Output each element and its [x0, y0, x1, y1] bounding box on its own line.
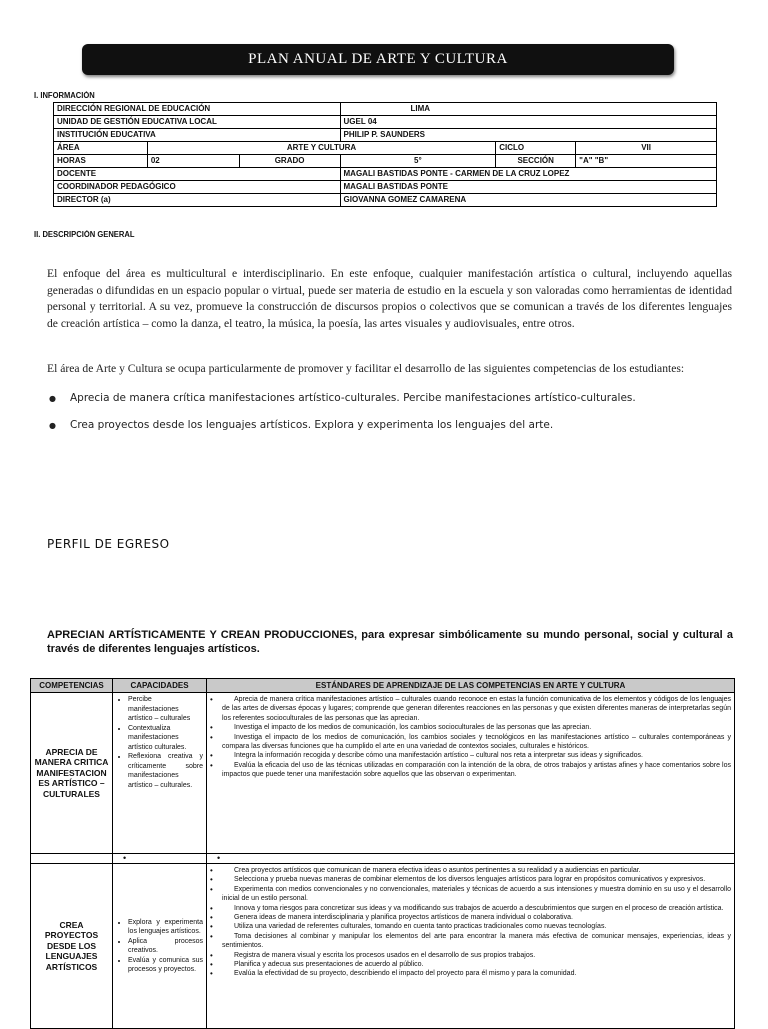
bullet-cell — [207, 854, 735, 864]
ciclo-label: CICLO — [496, 142, 576, 155]
ie-value: PHILIP P. SAUNDERS — [340, 129, 716, 142]
estandar-item: • Crea proyectos artísticos que comunican de manera efectiva ideas o asuntos pertinentes a su realidad y a audiencias en particular. — [210, 866, 731, 875]
estandar-item: • Innova y toma riesgos para concretizar sus ideas y va modificando sus trabajos de acuerdo a descubrimientos que surgen en el proceso de creación artística. — [210, 904, 731, 913]
horas-label: HORAS — [54, 155, 148, 168]
capacidad-item: • Contextualiza manifestaciones artístico culturales. — [128, 724, 203, 753]
grado-value: 5° — [340, 155, 496, 168]
capacidad-item: • Evalúa y comunica sus procesos y proyectos. — [128, 956, 203, 975]
info-row-dre — [54, 103, 717, 116]
document-title: PLAN ANUAL DE ARTE Y CULTURA — [82, 44, 674, 75]
standards-table — [30, 678, 735, 1029]
competencia-name: APRECIA DE MANERA CRITICA MANIFESTACION ES ARTÍSTICO – CULTURALES — [31, 693, 113, 854]
header-estandares: ESTÁNDARES DE APRENDIZAJE DE LAS COMPETENCIAS EN ARTE Y CULTURA — [207, 679, 735, 693]
ciclo-value: VII — [576, 142, 717, 155]
standards-row-crea — [31, 864, 735, 1029]
info-row-area — [54, 142, 717, 155]
estandar-item: • Aprecia de manera crítica manifestaciones artístico – culturales cuando reconoce en estas la función comunicativa de los elementos y códigos de los lenguajes de las artes de diversas épocas y lugares; comprende que generan diferentes reacciones en las personas y que existen diferentes maneras de interpretarlas según los referentes socioculturales de las personas que las aprecian. — [210, 695, 731, 723]
docente-label: DOCENTE — [54, 168, 341, 181]
estandares-cell — [207, 864, 735, 1029]
info-row-ie — [54, 129, 717, 142]
estandar-item: • Investiga el impacto de los medios de comunicación, los cambios sociales y tecnológicos en las manifestaciones artístico – culturales contemporáneas y compara las diversas funciones que ha cumplido el arte en una variedad de contextos sociales, culturales e históricos. — [210, 733, 731, 752]
estandar-item: • Planifica y adecua sus presentaciones de acuerdo al público. — [210, 960, 731, 969]
perfil-statement: APRECIAN ARTÍSTICAMENTE Y CREAN PRODUCCIONES, para expresar simbólicamente su mundo personal, social y cultural a través de diferentes lenguajes artísticos. — [47, 629, 733, 655]
bullet-icon: • — [217, 853, 221, 863]
capacidad-item: • Explora y experimenta los lenguajes artísticos. — [128, 918, 203, 937]
competencia-item-1: ● Aprecia de manera crítica manifestaciones artístico-culturales. Percibe manifestaciones artístico-culturales. — [47, 392, 727, 404]
docente-value: MAGALI BASTIDAS PONTE - CARMEN DE LA CRUZ LOPEZ — [340, 168, 716, 181]
header-competencias: COMPETENCIAS — [31, 679, 113, 693]
estandar-item: • Experimenta con medios convencionales y no convencionales, materiales y técnicas de acuerdo a sus intensiones y muestra dominio en su uso y el desarrollo inicial de un estilo personal. — [210, 885, 731, 904]
header-capacidades: CAPACIDADES — [113, 679, 207, 693]
bullet-cell — [113, 854, 207, 864]
description-paragraph-2: El área de Arte y Cultura se ocupa particularmente de promover y facilitar el desarrollo de las siguientes competencias de los estudiantes: — [47, 362, 685, 375]
ie-label: INSTITUCIÓN EDUCATIVA — [54, 129, 341, 142]
description-paragraph-1: El enfoque del área es multicultural e interdisciplinario. En este enfoque, cualquier manifestación artística o cultural, incluyendo aquellas generadas o difundidas en un espacio popular o virtual, puede ser materia de estudio en la escuela y son valoradas como herramientas de identidad personal y territorial. A su vez, promueve la construcción de discursos propios o colectivos que se comunican a través de los diferentes lenguajes de creación artística – como la danza, el teatro, la música, la poesía, las artes visuales y audiovisuales, entre otros. — [47, 267, 732, 330]
dre-value: LIMA — [340, 103, 716, 116]
coordinador-value: MAGALI BASTIDAS PONTE — [340, 181, 716, 194]
info-row-ugel — [54, 116, 717, 129]
estandar-item: • Utiliza una variedad de referentes culturales, tomando en cuenta tanto practicas tradicionales como nuevas tecnologías. — [210, 922, 731, 931]
director-label: DIRECTOR (a) — [54, 194, 341, 207]
estandar-item: • Evalúa la efectividad de su proyecto, describiendo el impacto del proyecto para él mismo y para la comunidad. — [210, 969, 731, 978]
seccion-value: "A" "B" — [576, 155, 717, 168]
estandar-item: • Investiga el impacto de los medios de comunicación, los cambios socioculturales de las personas que las aprecian. — [210, 723, 731, 732]
estandar-item: • Selecciona y prueba nuevas maneras de combinar elementos de los diversos lenguajes artísticos para lograr en propósitos comunicativos y expresivos. — [210, 875, 731, 884]
area-label: ÁREA — [54, 142, 148, 155]
director-value: GIOVANNA GOMEZ CAMARENA — [340, 194, 716, 207]
info-row-director — [54, 194, 717, 207]
estandar-item: • Registra de manera visual y escrita los procesos usados en el desarrollo de sus propios trabajos. — [210, 951, 731, 960]
estandares-cell — [207, 693, 735, 854]
dre-label: DIRECCIÓN REGIONAL DE EDUCACIÓN — [54, 103, 341, 116]
capacidades-cell — [113, 693, 207, 854]
info-row-docente — [54, 168, 717, 181]
info-table — [53, 102, 717, 207]
capacidades-cell — [113, 864, 207, 1029]
info-row-horas — [54, 155, 717, 168]
competencia-item-2: ● Crea proyectos desde los lenguajes artísticos. Explora y experimenta los lenguajes del arte. — [47, 419, 727, 431]
estandar-item: • Integra la información recogida y describe cómo una manifestación artístico – cultural nos reta a interpretar sus ideas y significados. — [210, 751, 731, 760]
ugel-label: UNIDAD DE GESTIÓN EDUCATIVA LOCAL — [54, 116, 341, 129]
horas-value: 02 — [147, 155, 239, 168]
perfil-heading: PERFIL DE EGRESO — [47, 537, 170, 551]
competencias-list — [47, 392, 727, 446]
area-value: ARTE Y CULTURA — [147, 142, 495, 155]
empty-cell — [31, 854, 113, 864]
section-heading-descripcion: II. DESCRIPCIÓN GENERAL — [34, 230, 135, 239]
standards-row-aprecia — [31, 693, 735, 854]
estandar-item: • Evalúa la eficacia del uso de las técnicas utilizadas en comparación con la intención de la obra, de otros trabajos y artistas afines y hace comentarios sobre los impactos que puede tener una manifestación sobre aquellos que las observan o experimentan. — [210, 761, 731, 780]
estandar-item: • Toma decisiones al combinar y manipular los elementos del arte para encontrar la manera más efectiva de comunicar mensajes, experiencias, ideas y sentimientos. — [210, 932, 731, 951]
estandar-item: • Genera ideas de manera interdisciplinaria y planifica proyectos artísticos de manera individual o colaborativa. — [210, 913, 731, 922]
bullet-icon: • — [123, 853, 127, 863]
capacidad-item: • Reflexiona creativa y críticamente sobre manifestaciones artístico – culturales. — [128, 752, 203, 790]
capacidad-item: • Percibe manifestaciones artístico – culturales — [128, 695, 203, 724]
ugel-value: UGEL 04 — [340, 116, 716, 129]
competencia-name: CREA PROYECTOS DESDE LOS LENGUAJES ARTÍSTICOS — [31, 864, 113, 1029]
capacidad-item: • Aplica procesos creativos. — [128, 937, 203, 956]
grado-label: GRADO — [239, 155, 340, 168]
standards-spacer-row — [31, 854, 735, 864]
section-heading-informacion: I. INFORMACIÓN — [34, 91, 95, 100]
coordinador-label: COORDINADOR PEDAGÓGICO — [54, 181, 341, 194]
standards-header-row — [31, 679, 735, 693]
info-row-coordinador — [54, 181, 717, 194]
seccion-label: SECCIÓN — [496, 155, 576, 168]
